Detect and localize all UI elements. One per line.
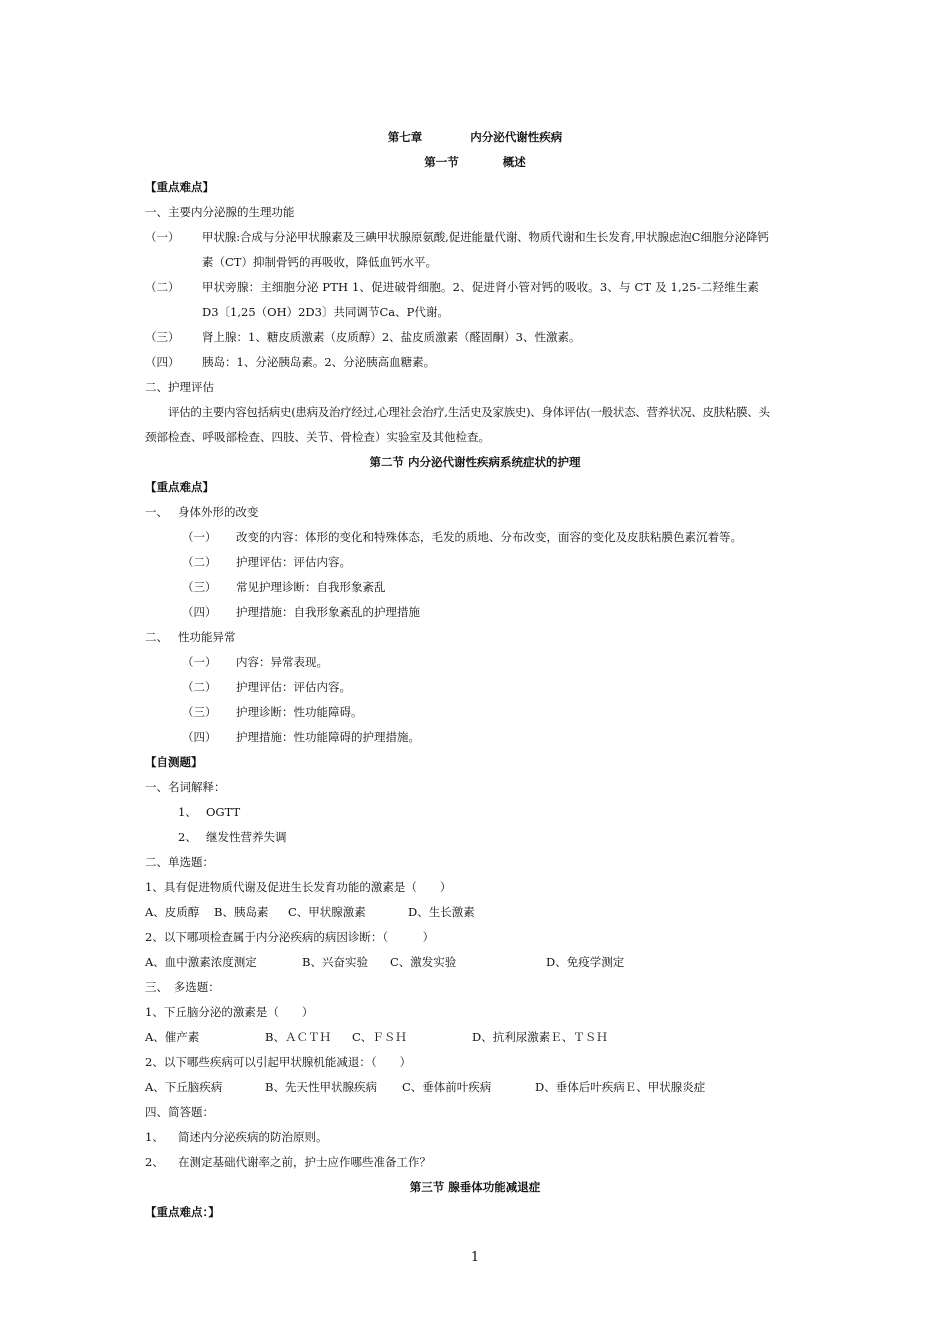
item-marker: 2、 [145,1155,164,1169]
heading-sexual-function: 性功能异常 [178,630,236,644]
key-points-heading: 【重点难点：】 [145,1205,220,1219]
question: 2、以下哪些疾病可以引起甲状腺机能减退：（ ） [145,1055,412,1069]
item-thyroid-line2: 素（CT）抑制骨钙的再吸收，降低血钙水平。 [202,255,437,269]
quiz-short-answer-heading: 四、简答题： [145,1105,214,1119]
item-thyroid-line1: 甲状腺:合成与分泌甲状腺素及三碘甲状腺原氨酸,促进能量代谢、物质代谢和生长发育,甲状腺虑泡C细胞分泌降钙 [202,230,769,244]
option: A、血中激素浓度测定 [145,955,257,969]
item-marker: （三） [182,580,217,594]
question: 2、以下哪项检查属于内分泌疾病的病因诊断：（ ） [145,930,435,944]
heading-body-shape: 身体外形的改变 [178,505,259,519]
key-points-heading: 【重点难点】 [145,480,214,494]
assessment-paragraph-line1: 评估的主要内容包括病史(患病及治疗经过,心理社会治疗,生活史及家族史)、身体评估(一般状态、营养状况、皮肤粘膜、头 [168,405,770,419]
item-marker: （一） [145,230,180,244]
quiz-multi-choice-heading: 三、 多选题： [145,980,220,994]
item-adrenal: 肾上腺：1、糖皮质激素（皮质醇）2、盐皮质激素（醛固酮）3、性激素。 [202,330,581,344]
item-marker: 1、 [178,805,197,819]
item-marker: 二、 [145,630,168,644]
heading-nursing-assessment: 二、护理评估 [145,380,214,394]
body-shape-item: 常见护理诊断：自我形象紊乱 [236,580,386,594]
item-marker: （一） [182,530,217,544]
item-marker: （四） [182,605,217,619]
option: D、生长激素 [408,905,475,919]
item-pancreas: 胰岛：1、分泌胰岛素。2、分泌胰高血糖素。 [202,355,436,369]
item-marker: （三） [145,330,180,344]
term-item: OGTT [206,805,241,819]
body-shape-item: 护理措施：自我形象紊乱的护理措施 [236,605,420,619]
option: A、下丘脑疾病 [145,1080,223,1094]
short-answer-question: 简述内分泌疾病的防治原则。 [178,1130,328,1144]
key-points-heading: 【重点难点】 [145,180,214,194]
item-parathyroid-line1: 甲状旁腺：主细胞分泌 PTH 1、促进破骨细胞。2、促进肾小管对钙的吸收。3、与 CT 及 1,25-二羟维生素 [202,280,760,294]
section-3-title: 第三节 腺垂体功能减退症 [409,1180,541,1194]
section-1-title [0,155,950,169]
item-marker: （二） [182,680,217,694]
item-marker: 2、 [178,830,197,844]
option: D、免疫学测定 [546,955,625,969]
option: D、垂体后叶疾病Ｅ、甲状腺炎症 [535,1080,706,1094]
body-shape-item: 改变的内容：体形的变化和特殊体态，毛发的质地、分布改变，面容的变化及皮肤粘膜色素沉着等。 [236,530,742,544]
option: B、兴奋实验 [302,955,368,969]
option: C、甲状腺激素 [288,905,366,919]
item-marker: （三） [182,705,217,719]
option: B、先天性甲状腺疾病 [265,1080,377,1094]
option: C、激发实验 [390,955,457,969]
option: B、胰岛素 [214,905,269,919]
item-marker: （四） [182,730,217,744]
quiz-definitions-heading: 一、名词解释： [145,780,226,794]
item-marker: （二） [145,280,180,294]
term-item: 继发性营养失调 [206,830,287,844]
section-name: 概述 [502,155,526,169]
self-test-heading: 【自测题】 [145,755,203,769]
option: A、催产素 [145,1030,200,1044]
option: B、ＡＣＴＨ [265,1030,331,1044]
chapter-number: 第七章 [387,130,423,144]
sexual-function-item: 护理诊断：性功能障碍。 [236,705,363,719]
sexual-function-item: 护理措施：性功能障碍的护理措施。 [236,730,420,744]
option: A、皮质醇 [145,905,200,919]
option: D、抗利尿激素Ｅ、ＴＳＨ [472,1030,608,1044]
assessment-paragraph-line2: 颈部检查、呼吸部检查、四肢、关节、骨检查）实验室及其他检查。 [145,430,490,444]
item-marker: （一） [182,655,217,669]
heading-gland-function: 一、主要内分泌腺的生理功能 [145,205,295,219]
chapter-title [0,130,950,144]
sexual-function-item: 内容：异常表现。 [236,655,328,669]
item-marker: 1、 [145,1130,164,1144]
chapter-name: 内分泌代谢性疾病 [470,130,563,144]
body-shape-item: 护理评估：评估内容。 [236,555,351,569]
quiz-single-choice-heading: 二、单选题： [145,855,214,869]
section-2-title: 第二节 内分泌代谢性疾病系统症状的护理 [369,455,581,469]
page-number: 1 [470,1250,480,1265]
option: C、垂体前叶疾病 [402,1080,492,1094]
item-marker: （四） [145,355,180,369]
sexual-function-item: 护理评估：评估内容。 [236,680,351,694]
item-marker: 一、 [145,505,168,519]
short-answer-question: 在测定基础代谢率之前，护士应作哪些准备工作？ [178,1155,431,1169]
question: 1、具有促进物质代谢及促进生长发育功能的激素是（ ） [145,880,452,894]
item-marker: （二） [182,555,217,569]
question: 1、下丘脑分泌的激素是（ ） [145,1005,314,1019]
item-parathyroid-line2: D3〔1,25（OH）2D3〕共同调节Ca、P代谢。 [202,305,449,319]
section-number: 第一节 [424,155,459,169]
option: C、ＦＳＨ [352,1030,407,1044]
